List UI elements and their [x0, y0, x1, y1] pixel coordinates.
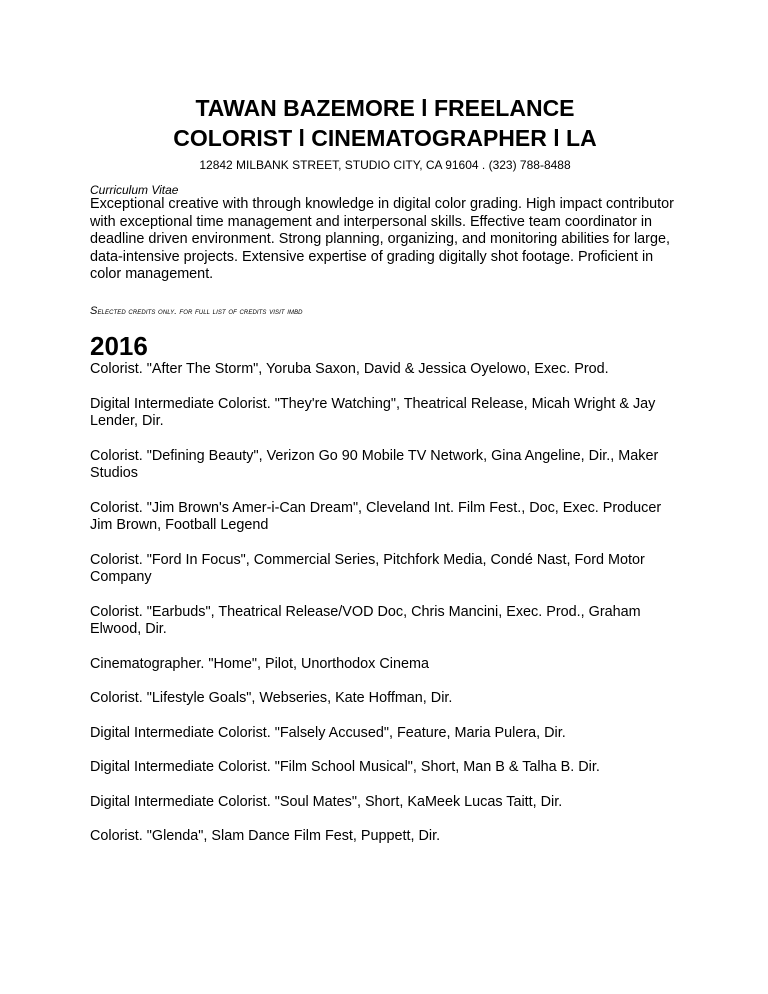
selected-note-initial: S [90, 305, 98, 317]
year-heading: 2016 [90, 331, 148, 361]
credit-item: Colorist. "Jim Brown's Amer-i-Can Dream", Cleveland Int. Film Fest., Doc, Exec. Producer Jim Brown, Football Legend [90, 499, 662, 533]
credit-item: Colorist. "After The Storm", Yoruba Saxon, David & Jessica Oyelowo, Exec. Prod. [90, 361, 609, 377]
credit-item: Colorist. "Lifestyle Goals", Webseries, Kate Hoffman, Dir. [90, 690, 453, 706]
credit-item: Colorist. "Glenda", Slam Dance Film Fest, Puppett, Dir. [90, 828, 441, 844]
page-title-line-1: TAWAN BAZEMORE l FREELANCE [195, 95, 575, 121]
credit-item: Digital Intermediate Colorist. "They're Watching", Theatrical Release, Micah Wright & Jay Lender, Dir. [90, 395, 656, 429]
credits-list [90, 361, 680, 863]
selected-note-text: elected credits only. for full list of credits visit imbd [97, 306, 303, 316]
credit-item: Colorist. "Ford In Focus", Commercial Series, Pitchfork Media, Condé Nast, Ford Motor Company [90, 551, 645, 585]
contact-address: 12842 MILBANK STREET, STUDIO CITY, CA 91604 . (323) 788-8488 [199, 158, 571, 172]
resume-header [90, 93, 680, 173]
credit-item: Colorist. "Defining Beauty", Verizon Go 90 Mobile TV Network, Gina Angeline, Dir., Maker Studios [90, 447, 659, 481]
credit-item: Colorist. "Earbuds", Theatrical Release/VOD Doc, Chris Mancini, Exec. Prod., Graham Elwood, Dir. [90, 603, 641, 637]
credit-item: Digital Intermediate Colorist. "Film School Musical", Short, Man B & Talha B. Dir. [90, 759, 600, 775]
credit-item: Digital Intermediate Colorist. "Falsely Accused", Feature, Maria Pulera, Dir. [90, 724, 566, 741]
cv-label: Curriculum Vitae [90, 183, 179, 197]
professional-summary: Exceptional creative with through knowledge in digital color grading. High impact contributor with exceptional time management and interpersonal skills. Effective team coordinator in deadline driven environment. Strong planning, organizing, and monitoring abilities for large, data-intensive projects. Extensive expertise of grading digitally shot footage. Proficient in color management. [90, 196, 674, 282]
credit-item: Cinematographer. "Home", Pilot, Unorthodox Cinema [90, 655, 429, 672]
page-title-line-2: COLORIST l CINEMATOGRAPHER l LA [173, 125, 597, 151]
selected-credits-note [90, 305, 303, 317]
credit-item: Digital Intermediate Colorist. "Soul Mates", Short, KaMeek Lucas Taitt, Dir. [90, 793, 563, 810]
